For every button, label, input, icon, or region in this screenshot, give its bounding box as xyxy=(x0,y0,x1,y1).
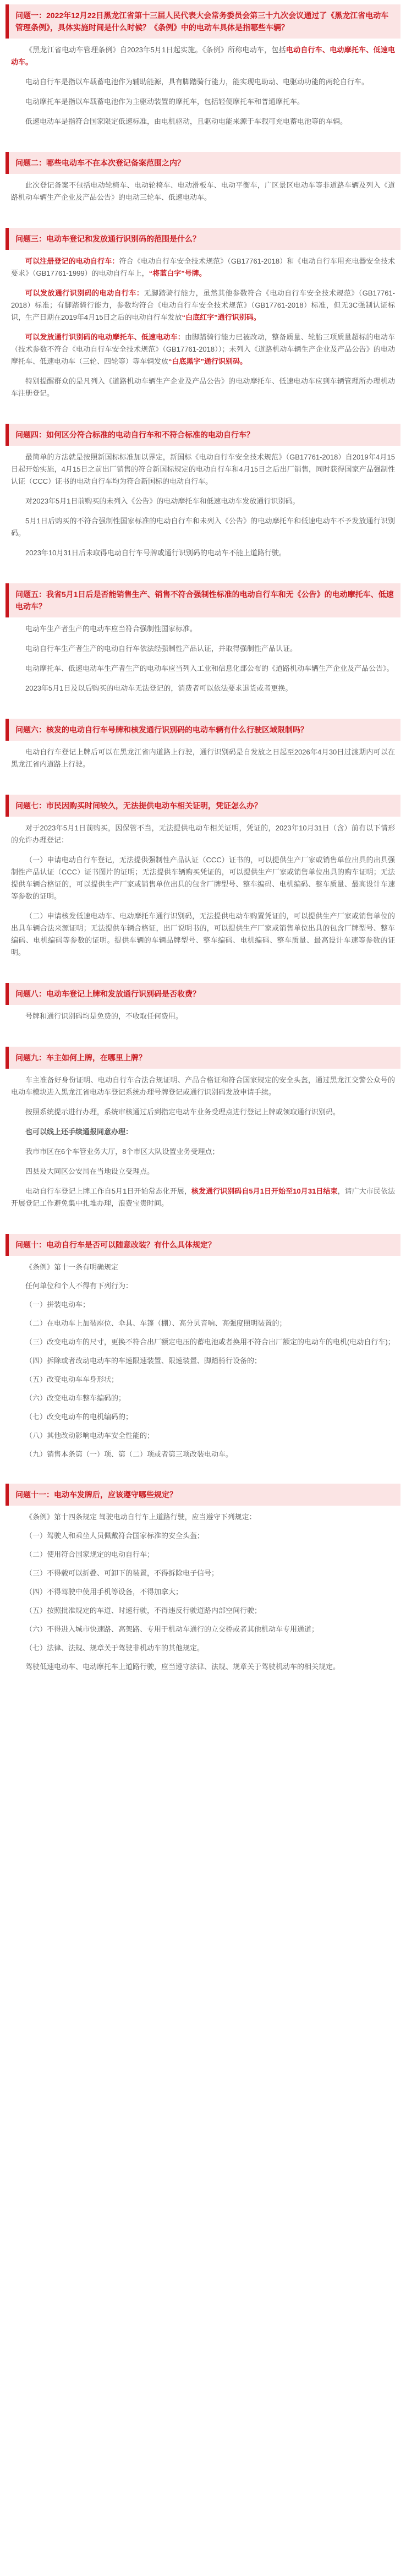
answer-paragraph: （二）申请核发低速电动车、电动摩托车通行识别码，无法提供电动车购置凭证的，可以提供生产厂家或销售单位的出具车辆合法来源证明；无法提供车辆合格证，出厂说明书的，可以提供生产厂家或销售单位出具的包含厂牌型号、整车编码、电机编码等参数的证明。提供车辆的车辆品牌型号、整车编码、电机编码、整车质量、最高设计车速等参数的证明。 xyxy=(11,912,395,956)
question-heading: 问题六：核发的电动自行车号牌和核发通行识别码的电动车辆有什么行驶区域限制吗？ xyxy=(6,719,400,741)
answer-paragraph: 任何单位和个人不得有下列行为： xyxy=(25,1282,133,1290)
answer-body xyxy=(6,1506,400,1683)
answer-paragraph: （一）申请电动自行车登记，无法提供强制性产品认证（CCC）证书的，可以提供生产厂家或销售单位出具的出具强制性产品认证（CCC）证书图片的证明；无法提供车辆购买凭证的，可以提供生产厂家或销售单位出具的购车证明；无法提供车辆合格证的，可以提供生产厂家或销售单位出具的包含厂牌型号、整车编码、电机编码、整车质量、最高设计车速等参数的证明。 xyxy=(11,856,395,900)
answer-body xyxy=(6,174,400,215)
answer-paragraph: 对2023年5月1日前购买的未列入《公告》的电动摩托车和低速电动车发放通行识别码。 xyxy=(25,497,300,505)
faq-section-7 xyxy=(6,795,400,970)
list-item: （二）在电动车上加装座位、伞具、车篷（棚）、高分贝音响、高强度照明装置的； xyxy=(25,1319,287,1327)
answer-paragraph: 低速电动车是指符合国家限定低速标准，由电机驱动，且驱动电能来源于车载可充电蓄电池等的车辆。 xyxy=(25,117,348,125)
faq-section-1 xyxy=(6,4,400,139)
answer-subheading: 也可以线上还手续通报同意办理： xyxy=(25,1128,133,1136)
list-item: （一）拼装电动车； xyxy=(25,1300,90,1309)
answer-body xyxy=(6,617,400,705)
list-item: （五）按照批准规定的车道、时速行驶，不得违反行驶道路内部空间行驶； xyxy=(25,1606,262,1615)
answer-paragraph: 2023年5月1日及以后购买的电动车无法登记的，消费者可以依法要求退货或者更换。 xyxy=(25,684,293,692)
question-heading: 问题三：电动车登记和发放通行识别码的范围是什么？ xyxy=(6,228,400,250)
list-item: （六）不得进入城市快速路、高架路、专用于机动车通行的立交桥或者其他机动车专用通道； xyxy=(25,1625,319,1633)
answer-paragraph: 可以发放通行识别码的电动摩托车、低速电动车：由脚踏骑行能力已被改动，整备质量、轮胎三项质量超标的电动车（技术参数不符合《电动自行车安全技术规范》（GB17761-2018））；未列入《道路机动车辆生产企业及产品公告》的电动摩托车、低速电动车（三轮、四轮等）等车辆发放“白底黑字”通行识别码。 xyxy=(11,333,395,365)
answer-paragraph: 电动摩托车是指以车载蓄电池作为主驱动装置的摩托车，包括轻便摩托车和普通摩托车。 xyxy=(25,97,305,106)
question-heading: 问题十一：电动车发牌后，应该遵守哪些规定？ xyxy=(6,1484,400,1506)
answer-body xyxy=(6,250,400,411)
answer-body xyxy=(6,817,400,970)
faq-section-5 xyxy=(6,583,400,705)
question-heading: 问题五：我省5月1日后是否能销售生产、销售不符合强制性标准的电动自行车和无《公告》的电动摩托车、低速电动车？ xyxy=(6,583,400,617)
answer-paragraph: 最简单的方法就是按照新国标标准加以界定，新国标《电动自行车安全技术规范》（GB17761-2018）自2019年4月15日起开始实施，4月15日之前出厂销售的符合新国标规定的电动自行车和4月15日之后出厂销售，同时获得国家产品强制性认证（CCC）证书的电动自行车均为符合新国标的电动自行车。 xyxy=(11,453,395,485)
answer-body xyxy=(6,39,400,139)
answer-paragraph: 四县及大同区公安局在当地设立受理点。 xyxy=(25,1167,155,1175)
question-heading: 问题四：如何区分符合标准的电动自行车和不符合标准的电动自行车？ xyxy=(6,424,400,446)
highlight-text: 可以注册登记的电动自行车： xyxy=(25,257,119,265)
faq-section-11 xyxy=(6,1484,400,1683)
highlight-text: 可以发放通行识别码的电动自行车： xyxy=(25,289,144,297)
answer-body xyxy=(6,741,400,781)
answer-paragraph: 车主准备好身份证明、电动自行车合法合规证明、产品合格证和符合国家规定的安全头盔，通过黑龙江交警公众号的电动车模块进入黑龙江省电动车登记系统办理号牌登记或通行识别码发放申请手续。 xyxy=(11,1076,395,1096)
answer-paragraph: 电动摩托车、低速电动车生产者生产的电动车应当列入工业和信息化部公布的《道路机动车辆生产企业及产品公告》。 xyxy=(25,664,394,672)
list-item: （六）改变电动车整车编码的； xyxy=(25,1394,126,1402)
list-item: （四）拆除或者改动电动车的车速限速装置、限速装置、脚踏骑行设备的； xyxy=(25,1357,262,1365)
list-item: （七）法律、法规、规章关于驾驶非机动车的其他规定。 xyxy=(25,1644,205,1652)
answer-paragraph: 此次登记备案不包括电动轮椅车、电动轮椅车、电动滑板车、电动平衡车，广区景区电动车等非道路车辆及列入《道路机动车辆生产企业及产品公告》的电动三轮车、低速电动车。 xyxy=(11,181,395,201)
answer-paragraph: 2023年10月31日后未取得电动自行车号牌或通行识别码的电动车不能上道路行驶。 xyxy=(25,549,286,557)
highlight-text: 可以发放通行识别码的电动摩托车、低速电动车： xyxy=(25,333,185,341)
answer-body xyxy=(6,1005,400,1033)
answer-paragraph: 电动自行车登记上牌后可以在黑龙江省内道路上行驶，通行识别码是自发放之日起至2026年4月30日过渡期内可以在黑龙江省内道路上行驶。 xyxy=(11,748,395,768)
faq-section-4 xyxy=(6,424,400,570)
question-heading: 问题二：哪些电动车不在本次登记备案范围之内？ xyxy=(6,152,400,174)
faq-section-10 xyxy=(6,1234,400,1470)
list-item: （四）不得驾驶中使用手机等设备，不得加拿大； xyxy=(25,1588,183,1596)
answer-paragraph: 《条例》第十四条规定 驾驶电动自行车上道路行驶，应当遵守下列规定： xyxy=(25,1513,256,1521)
answer-paragraph: 按照系统提示进行办理，系统审核通过后到指定电动车业务受理点进行登记上牌或领取通行识别码。 xyxy=(25,1108,341,1116)
faq-section-8 xyxy=(6,983,400,1033)
answer-body xyxy=(6,1256,400,1470)
question-heading: 问题八：电动车登记上牌和发放通行识别码是否收费？ xyxy=(6,983,400,1005)
answer-paragraph: 电动自行车生产者生产的电动自行车依法经强制性产品认证，并取得强制性产品认证。 xyxy=(25,644,298,653)
faq-section-9 xyxy=(6,1047,400,1221)
answer-paragraph: 电动车生产者生产的电动车应当符合强制性国家标准。 xyxy=(25,625,197,633)
list-item: （七）改变电动车的电机编码的； xyxy=(25,1413,133,1421)
answer-paragraph: 《条例》第十一条有明确规定 xyxy=(25,1263,119,1271)
faq-section-2 xyxy=(6,152,400,215)
answer-paragraph: 对于2023年5月1日前购买，因保管不当，无法提供电动车相关证明，凭证的，2023年10月31日（含）前有以下情形的允许办理登记： xyxy=(11,824,395,844)
answer-paragraph: 我市市区在6个车管业务大厅，8个市区大队设置业务受理点； xyxy=(25,1147,220,1156)
faq-section-6 xyxy=(6,719,400,781)
list-item: （一）驾驶人和乘坐人员佩戴符合国家标准的安全头盔； xyxy=(25,1532,205,1540)
answer-body xyxy=(6,1069,400,1221)
answer-paragraph: 驾驶低速电动车、电动摩托车上道路行驶，应当遵守法律、法规、规章关于驾驶机动车的相关规定。 xyxy=(25,1662,341,1671)
highlight-text: 核发通行识别码自5月1日开始至10月31日结束 xyxy=(191,1187,338,1195)
answer-paragraph: 可以注册登记的电动自行车：符合《电动自行车安全技术规范》（GB17761-2018）和《电动自行车用充电器安全技术要求》（GB17761-1999）的电动自行车上，“将蓝白字”号牌。 xyxy=(11,257,395,277)
list-item: （三）改变电动车的尺寸，更换不符合出厂额定电压的蓄电池或者换用不符合出厂额定的电动车的电机(电动自行车)； xyxy=(25,1338,395,1346)
list-item: （九）销售本条第（一）项、第（二）项或者第三项改装电动车。 xyxy=(25,1450,233,1458)
highlight-text: “将蓝白字”号牌。 xyxy=(149,269,206,277)
answer-paragraph: 电动自行车登记上牌工作自5月1日开始常态化开展，核发通行识别码自5月1日开始至10月31日结束，请广大市民依法开展登记工作避免集中扎堆办理，浪费宝贵时间。 xyxy=(11,1187,395,1207)
answer-paragraph: 电动自行车是指以车载蓄电池作为辅助能源，具有脚踏骑行能力，能实现电助动、电驱动功能的两轮自行车。 xyxy=(25,78,369,86)
highlight-text: 电动自行车、电动摩托车、低速电动车。 xyxy=(11,46,395,66)
answer-paragraph: 《黑龙江省电动车管理条例》自2023年5月1日起实施。《条例》所称电动车，包括电动自行车、电动摩托车、低速电动车。 xyxy=(11,46,395,66)
question-heading: 问题九：车主如何上牌，在哪里上牌？ xyxy=(6,1047,400,1069)
answer-paragraph: 可以发放通行识别码的电动自行车：无脚踏骑行能力，虽然其他参数符合《电动自行车安全技术规范》（GB17761-2018）标准；有脚踏骑行能力，参数均符合《电动自行车安全技术规范》（GB17761-2018）标准，但无3C强制认证标识，生产日期在2019年4月15日之后的电动自行车发放“白底红字”通行识别码。 xyxy=(11,289,395,321)
question-heading: 问题七：市民因购买时间较久，无法提供电动车相关证明，凭证怎么办？ xyxy=(6,795,400,817)
answer-paragraph: 号牌和通行识别码均是免费的，不收取任何费用。 xyxy=(25,1012,183,1020)
answer-paragraph: 特别提醒群众的是凡列入《道路机动车辆生产企业及产品公告》的电动摩托车、低速电动车应到车辆管理所办理机动车注册登记。 xyxy=(11,377,395,397)
list-item: （五）改变电动车车身形状； xyxy=(25,1375,119,1383)
answer-paragraph: 5月1日后购买的不符合强制性国家标准的电动自行车和未列入《公告》的电动摩托车和低速电动车不予发放通行识别码。 xyxy=(11,517,395,537)
answer-body xyxy=(6,446,400,570)
list-item: （八）其他改动影响电动车安全性能的； xyxy=(25,1431,155,1440)
list-item: （二）使用符合国家规定的电动自行车； xyxy=(25,1550,155,1558)
question-heading: 问题十：电动自行车是否可以随意改装？有什么具体规定？ xyxy=(6,1234,400,1256)
question-heading: 问题一：2022年12月22日黑龙江省第十三届人民代表大会常务委员会第三十九次会议通过了《黑龙江省电动车管理条例》，具体实施时间是什么时候？《条例》中的电动车具体是指哪些车辆？ xyxy=(6,4,400,39)
highlight-text: “白底黑字”通行识别码。 xyxy=(168,357,248,365)
list-item: （三）不得载可以折叠、可卸下的装置，不得拆除电子信号； xyxy=(25,1569,219,1577)
faq-section-3 xyxy=(6,228,400,411)
highlight-text: “白底红字”通行识别码。 xyxy=(182,313,261,321)
